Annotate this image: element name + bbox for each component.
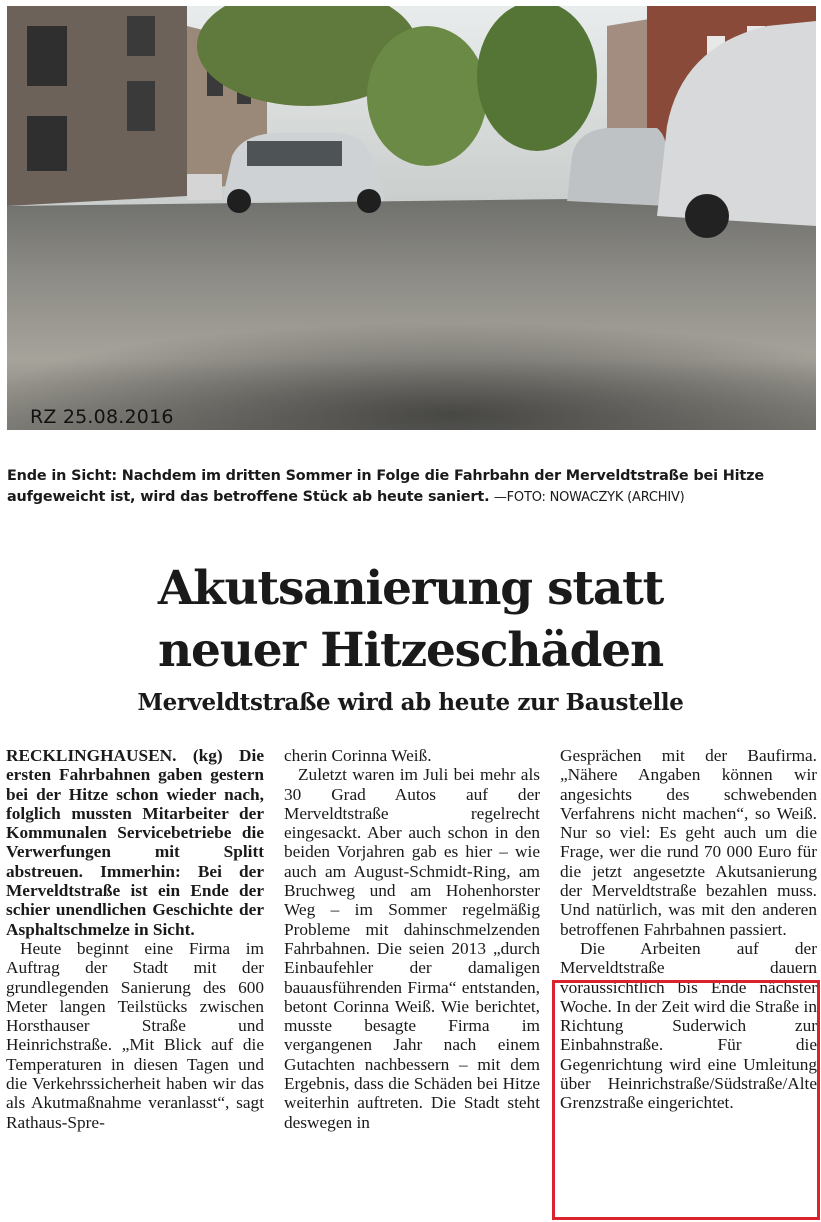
article-paragraph-text: Heute beginnt eine Firma im Auftrag der Stadt mit der grundlegenden Sanierung des 600 Meter langen Teilstücks zwischen Horsthauser Straße und Heinrichstraße. „Mit Blick auf die Temperaturen in diesen Tagen und die Verkehrssicherheit haben wir das als Akutmaßnahme veranlasst“, sagt Rathaus-Spre- <box>6 938 264 1132</box>
headline-line-1: Akutsanierung statt <box>157 561 664 616</box>
caption-text: Ende in Sicht: Nachdem im dritten Sommer in Folge die Fahrbahn der Merveldtstraße bei Hitze aufgeweicht ist, wird das betroffene Stück ab heute saniert. <box>7 468 764 505</box>
photo-caption <box>7 466 819 508</box>
article-paragraph: cherin Corinna Weiß. <box>284 746 432 765</box>
article-headline <box>0 558 821 682</box>
article-paragraph-text: Zuletzt waren im Juli bei mehr als 30 Grad Autos auf der Merveldtstraße regelrecht eingesackt. Aber auch schon in den beiden Vorjahren gab es hier – wie auch am August-Schmidt-Ring, am Bruchweg und am Hohenhorster Weg – im Sommer regelmäßig Probleme mit dahinschmelzenden Fahrbahnen. Die seien 2013 „durch Einbaufehler der damaligen bauausführenden Firma“ entstanden, betont Corinna Weiß. Wie berichtet, musste besagte Firma im vergangenen Jahr nach einem Gutachten nachbessern – mit dem Ergebnis, dass die Schäden bei Hitze weiterhin auftreten. Die Stadt steht deswegen in <box>284 765 540 1132</box>
article-photo <box>7 6 816 430</box>
article-subheadline: Merveldtstraße wird ab heute zur Baustelle <box>137 689 684 716</box>
street-photo-image <box>7 6 816 430</box>
article-paragraph: Gesprächen mit der Baufirma. „Nähere Angaben können wir angesichts des schwebenden Verfahrens nicht machen“, so Weiß. Nur so viel: Es geht auch um die Frage, wer die rund 70 000 Euro für die jetzt angesetzte Akutsanierung der Merveldtstraße bezahlen muss. Und natürlich, was mit den anderen betroffenen Fahrbahnen passiert. <box>560 746 817 939</box>
article-paragraph <box>284 765 540 1132</box>
photo-credit: —FOTO: NOWACZYK (ARCHIV) <box>493 490 685 505</box>
date-stamp: RZ 25.08.2016 <box>30 406 174 428</box>
headline-line-2: neuer Hitzeschäden <box>158 623 663 678</box>
article-column-1 <box>6 746 264 1216</box>
article-paragraph <box>560 939 817 1113</box>
article-column-3 <box>560 746 817 1216</box>
car-silhouette <box>222 133 385 213</box>
article-paragraph-text: Die Arbeiten auf der Merveldtstraße dauern voraussichtlich bis Ende nächster Woche. In der Zeit wird die Straße in Richtung Suderwich zur Einbahnstraße. Für die Gegenrichtung wird eine Umleitung über Heinrichstraße/Südstraße/Alte Grenzstraße eingerichtet. <box>560 938 817 1113</box>
article-paragraph <box>6 939 264 1132</box>
article-column-2 <box>284 746 540 1216</box>
article-lead: RECKLINGHAUSEN. (kg) Die ersten Fahrbahnen gaben gestern bei der Hitze schon wieder nach, folglich mussten Mitarbeiter der Kommunalen Servicebetriebe die Verwerfungen mit Splitt abstreuen. Immerhin: Bei der Merveldtstraße ist ein Ende der schier unendlichen Geschichte der Asphaltschmelze in Sicht. <box>6 746 264 939</box>
